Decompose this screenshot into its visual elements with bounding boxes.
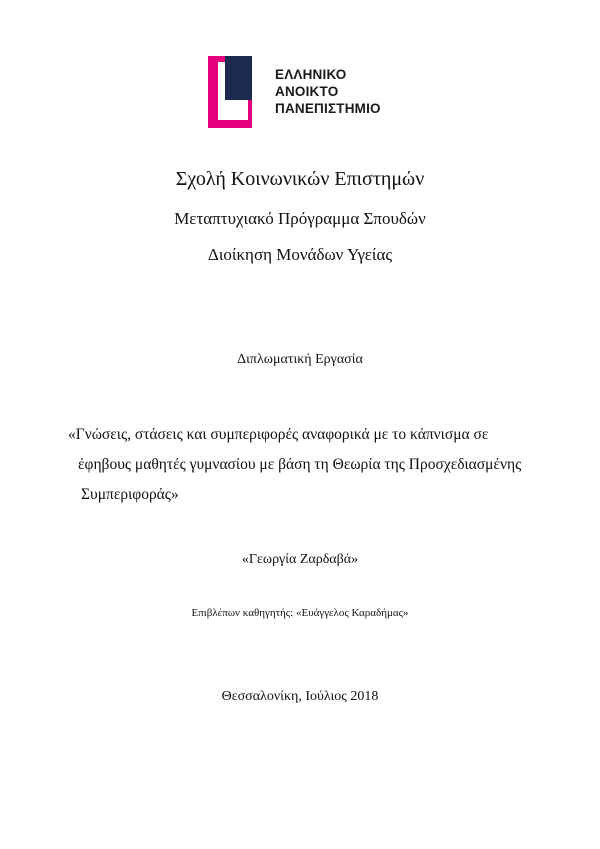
school-name: Σχολή Κοινωνικών Επιστημών (175, 168, 425, 190)
logo-line-2: ΑΝΟΙΚΤΟ (275, 84, 339, 99)
document-type: Διπλωματική Εργασία (237, 352, 363, 367)
university-logo (208, 56, 398, 128)
program-name: Μεταπτυχιακό Πρόγραμμα Σπουδών (174, 209, 426, 228)
thesis-title-line-3: Συμπεριφοράς» (81, 486, 179, 503)
thesis-title (68, 420, 568, 510)
thesis-title-line-1: «Γνώσεις, στάσεις και συμπεριφορές αναφορικά με το κάπνισμα σε (68, 426, 489, 443)
thesis-title-line-2: έφηβους μαθητές γυμνασίου με βάση τη Θεωρία της Προσχεδιασμένης (78, 456, 522, 473)
logo-wordmark (275, 66, 381, 117)
supervisor-name: Επιβλέπων καθηγητής: «Ευάγγελος Καραδήμας» (191, 607, 409, 619)
university-logo-icon (208, 56, 270, 128)
specialization-name: Διοίκηση Μονάδων Υγείας (207, 245, 393, 264)
logo-line-3: ΠΑΝΕΠΙΣΤΗΜΙΟ (275, 101, 381, 116)
author-name: «Γεωργία Ζαρδαβά» (241, 552, 359, 567)
logo-line-1: ΕΛΛΗΝΙΚΟ (275, 67, 347, 82)
place-date: Θεσσαλονίκη, Ιούλιος 2018 (221, 689, 379, 704)
